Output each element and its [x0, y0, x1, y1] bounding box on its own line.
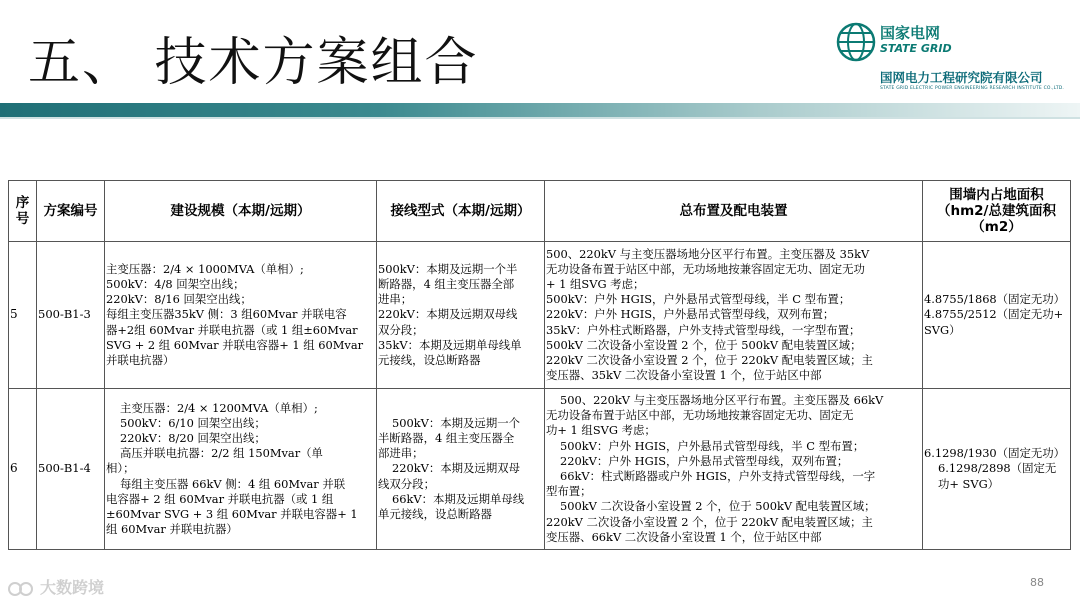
layout-line: 500kV：户外 HGIS，户外悬吊式管型母线，半 C 型布置； — [560, 438, 865, 453]
state-grid-globe-icon — [836, 22, 876, 62]
table-header-row — [9, 181, 1071, 242]
scheme-table — [8, 180, 1071, 550]
company-logo — [836, 22, 1072, 94]
area-line: 6.1298/1930（固定无功） — [924, 446, 1066, 461]
header-banner-rule — [0, 117, 1080, 119]
header-code: 方案编号 — [37, 181, 105, 242]
area-line: 4.8755/1868（固定无功） — [924, 292, 1066, 307]
area-line: 功+ SVG） — [938, 476, 1000, 491]
scale-line: 高压并联电抗器：2/2 组 150Mvar（单 — [120, 446, 323, 461]
scale-line: 组 60Mvar 并联电抗器） — [106, 522, 238, 537]
wiring-line: 单元接线，设总断路器 — [378, 507, 492, 521]
row-layout — [545, 242, 923, 389]
header-scale: 建设规模（本期/远期） — [105, 181, 377, 242]
row-layout — [545, 389, 923, 550]
layout-line: 35kV：户外柱式断路器，户外支持式管型母线，一字型布置； — [546, 322, 861, 337]
scale-line: 220kV：8/16 回架空出线； — [106, 292, 252, 307]
scale-line: 主变压器：2/4 × 1000MVA（单相）; — [106, 261, 304, 276]
logo-name-en: STATE GRID — [880, 42, 952, 55]
logo-company-en: STATE GRID ELECTRIC POWER ENGINEERING RESEARCH INSTITUTE CO.,LTD. — [880, 86, 1065, 91]
wiring-line: 部进串； — [378, 446, 424, 461]
wiring-line: 500kV：本期及远期一个半 — [378, 261, 518, 276]
table-row — [9, 242, 1071, 389]
layout-line: 变压器、35kV 二次设备小室设置 1 个，位于站区中部 — [546, 368, 822, 383]
scale-line: 500kV：4/8 回架空出线； — [106, 276, 245, 291]
wiring-line: 500kV：本期及远期一个 — [392, 415, 520, 430]
scale-line: 每组主变压器 66kV 侧：4 组 60Mvar 并联 — [120, 476, 346, 491]
wiring-line: 半断路器，4 组主变压器全 — [378, 430, 515, 445]
table-row — [9, 389, 1071, 550]
wiring-line: 进串； — [378, 292, 413, 307]
page-number: 88 — [1030, 576, 1044, 589]
layout-line: 500、220kV 与主变压器场地分区平行布置。主变压器及 66kV — [560, 392, 884, 407]
layout-line: 变压器、66kV 二次设备小室设置 1 个，位于站区中部 — [546, 529, 822, 544]
layout-line: 220kV：户外 HGIS，户外悬吊式管型母线，双列布置； — [546, 307, 835, 322]
layout-line: 型布置； — [546, 484, 592, 499]
watermark-logo-icon — [8, 580, 36, 598]
scale-line: 主变压器：2/4 × 1200MVA（单相）; — [120, 400, 318, 415]
layout-line: 500kV 二次设备小室设置 2 个，位于 500kV 配电装置区域； — [560, 499, 876, 514]
scale-line: 相）； — [106, 461, 135, 476]
scale-line: 电容器+ 2 组 60Mvar 并联电抗器（或 1 组 — [106, 491, 334, 506]
layout-line: 220kV 二次设备小室设置 2 个，位于 220kV 配电装置区域；主 — [546, 514, 873, 529]
logo-company-cn: 国网电力工程研究院有限公司 — [880, 70, 1043, 85]
wiring-line: 35kV：本期及远期单母线单 — [378, 337, 522, 352]
logo-name-cn: 国家电网 — [880, 24, 941, 42]
header-wiring: 接线型式（本期/远期） — [377, 181, 545, 242]
header-no: 序号 — [9, 181, 37, 242]
scale-line: SVG + 2 组 60Mvar 并联电容器+ 1 组 60Mvar — [106, 337, 364, 352]
row-no: 6 — [9, 389, 37, 550]
layout-line: 500、220kV 与主变压器场地分区平行布置。主变压器及 35kV — [546, 246, 870, 261]
wiring-line: 220kV：本期及远期双母 — [392, 461, 520, 476]
row-area — [923, 242, 1071, 389]
layout-line: 66kV：柱式断路器或户外 HGIS，户外支持式管型母线，一字 — [560, 469, 876, 483]
scale-line: 并联电抗器） — [106, 353, 175, 367]
row-wiring — [377, 242, 545, 389]
wiring-line: 线双分段； — [378, 476, 435, 491]
watermark-text: 大数跨境 — [40, 578, 105, 597]
wiring-line: 元接线，设总断路器 — [378, 353, 481, 367]
header-area: 围墙内占地面积（hm2/总建筑面积（m2） — [923, 181, 1071, 242]
wiring-line: 66kV：本期及远期单母线 — [392, 491, 525, 506]
wiring-line: 断路器，4 组主变压器全部 — [378, 276, 515, 291]
layout-line: 220kV 二次设备小室设置 2 个，位于 220kV 配电装置区域；主 — [546, 353, 873, 367]
area-line: 4.8755/2512（固定无功+ — [924, 307, 1064, 322]
scale-line: 500kV：6/10 回架空出线； — [120, 415, 266, 430]
row-scale — [105, 389, 377, 550]
area-line: 6.1298/2898（固定无 — [938, 461, 1057, 476]
row-no: 5 — [9, 242, 37, 389]
area-line: SVG） — [924, 322, 961, 337]
page-title: 五、 技术方案组合 — [28, 33, 479, 93]
watermark — [8, 575, 104, 598]
layout-line: 500kV：户外 HGIS，户外悬吊式管型母线，半 C 型布置； — [546, 292, 851, 307]
scale-line: 220kV：8/20 回架空出线； — [120, 430, 266, 445]
header-layout: 总布置及配电装置 — [545, 181, 923, 242]
row-code: 500-B1-3 — [37, 242, 105, 389]
wiring-line: 220kV：本期及远期双母线 — [378, 307, 518, 322]
row-area — [923, 389, 1071, 550]
layout-line: 无功设备布置于站区中部，无功场地按兼容固定无功、固定无功 — [546, 261, 865, 276]
row-wiring — [377, 389, 545, 550]
scale-line: 每组主变压器35kV 侧：3 组60Mvar 并联电容 — [106, 307, 347, 322]
layout-line: 220kV：户外 HGIS，户外悬吊式管型母线，双列布置； — [560, 453, 849, 468]
row-code: 500-B1-4 — [37, 389, 105, 550]
layout-line: 无功设备布置于站区中部，无功场地按兼容固定无功、固定无 — [546, 408, 854, 423]
wiring-line: 双分段； — [378, 322, 424, 337]
layout-line: + 1 组SVG 考虑； — [546, 276, 645, 291]
layout-line: 功+ 1 组SVG 考虑； — [546, 423, 656, 438]
scale-line: ±60Mvar SVG + 3 组 60Mvar 并联电容器+ 1 — [106, 507, 358, 521]
scale-line: 器+2组 60Mvar 并联电抗器（或 1 组±60Mvar — [106, 322, 358, 337]
layout-line: 500kV 二次设备小室设置 2 个，位于 500kV 配电装置区域； — [546, 337, 862, 352]
row-scale — [105, 242, 377, 389]
header-banner — [0, 103, 1080, 117]
